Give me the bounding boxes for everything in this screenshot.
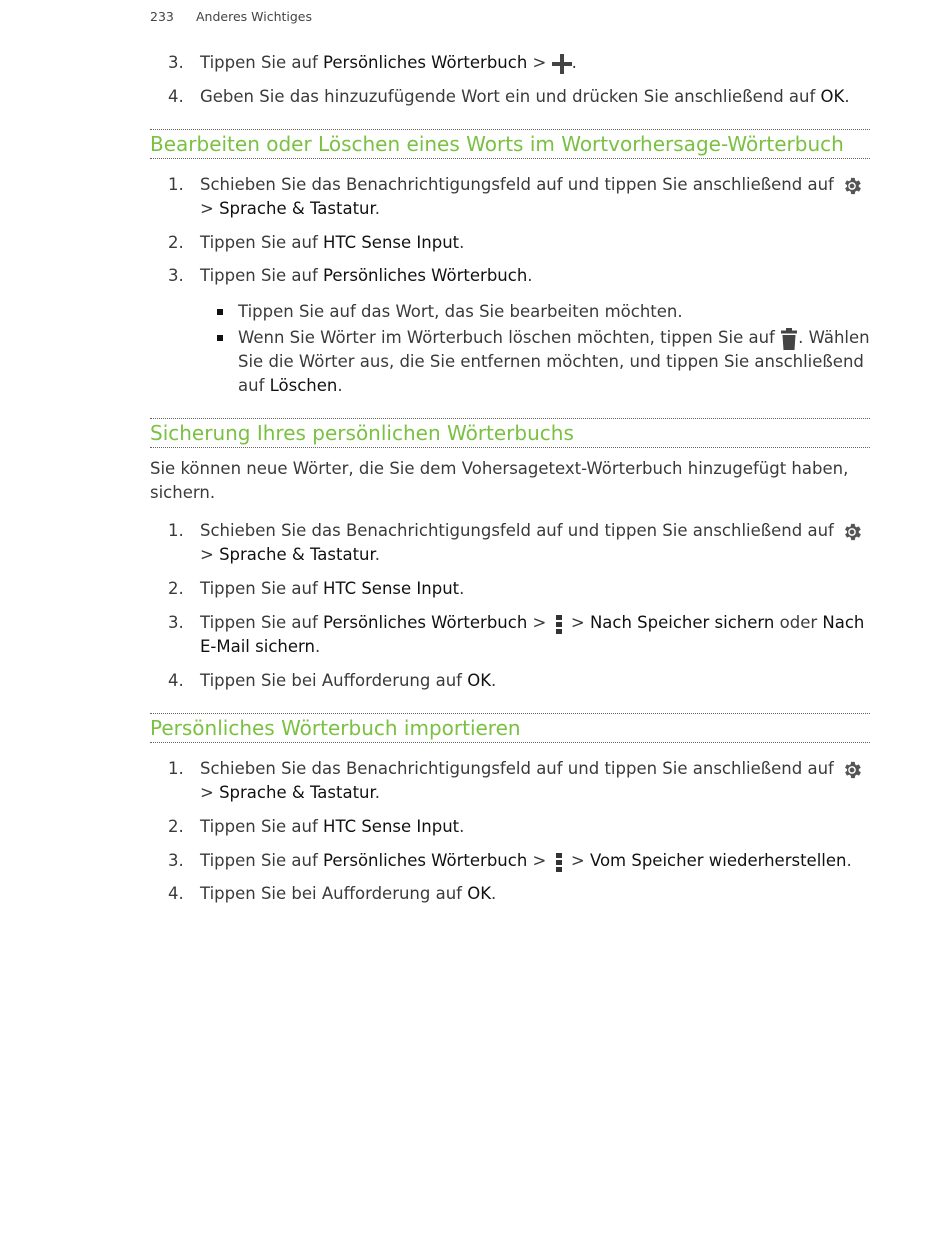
menu-term: OK [467,884,492,903]
intro-paragraph: Sie können neue Wörter, die Sie dem Vohersagetext-Wörterbuch hinzugefügt haben, sichern. [150,459,849,502]
step-number: 2. [168,817,184,836]
text: Schieben Sie das Benachrichtigungsfeld auf und tippen Sie anschließend auf [200,521,840,540]
step-number: 1. [168,759,184,778]
menu-term: Persönliches Wörterbuch [323,53,528,72]
section-title: Persönliches Wörterbuch importieren [150,716,521,740]
text: Tippen Sie auf [200,613,324,632]
period: . [571,53,577,72]
bullet-text: Tippen Sie auf das Wort, das Sie bearbeiten möchten. [238,302,683,321]
period: . [337,376,343,395]
step-number: 3. [168,851,184,870]
separator: > [527,613,552,632]
menu-term: Persönliches Wörterbuch [323,851,528,870]
step-number: 4. [168,87,184,106]
text: Tippen Sie auf [200,817,324,836]
section-heading [150,418,870,448]
text: Tippen Sie auf [200,579,324,598]
period: . [314,637,321,656]
period: . [491,671,497,690]
step-text [200,757,872,805]
period: . [846,851,852,870]
step-number: 3. [168,53,184,72]
text: Tippen Sie bei Aufforderung auf [200,671,468,690]
step-number: 1. [168,521,184,540]
section-title: Bearbeiten oder Löschen eines Worts im Wortvorhersage-Wörterbuch [150,132,844,156]
page-header [150,9,312,24]
step-text [200,519,872,567]
step-text [200,51,872,75]
section-heading [150,129,870,159]
gear-icon [841,759,863,781]
text: Tippen Sie auf [200,53,324,72]
period: . [374,545,381,564]
step-number: 4. [168,671,184,690]
period: . [527,266,533,285]
chapter-title: Anderes Wichtiges [196,9,313,24]
step-number: 4. [168,884,184,903]
menu-term: OK [820,87,845,106]
menu-term: HTC Sense Input [323,233,460,252]
separator: > [200,199,220,218]
trash-icon [781,328,797,350]
separator: > [200,545,220,564]
step-text [200,849,872,873]
bullet-marker [217,309,223,315]
period: . [844,87,850,106]
menu-term: Vom Speicher wiederherstellen [589,851,847,870]
period: . [459,233,465,252]
text: Schieben Sie das Benachrichtigungsfeld auf und tippen Sie anschließend auf [200,759,840,778]
step-text [200,815,872,839]
menu-term: Nach E-Mail sichern [200,613,865,656]
plus-icon [552,54,572,74]
period: . [459,579,465,598]
period: . [374,199,381,218]
page-number: 233 [150,9,174,24]
menu-term: Sprache & Tastatur [219,783,375,802]
separator: > [565,613,590,632]
separator: > [565,851,590,870]
text: Wenn Sie Wörter im Wörterbuch löschen möchten, tippen Sie auf [238,328,781,347]
menu-term: Nach Speicher sichern [589,613,775,632]
bullet-text [238,326,872,398]
menu-term: Löschen [269,376,338,395]
period: . [459,817,465,836]
more-vertical-icon [556,853,562,871]
section-title: Sicherung Ihres persönlichen Wörterbuchs [150,421,574,445]
more-vertical-icon [556,615,562,633]
step-number: 2. [168,579,184,598]
separator: > [527,53,552,72]
step-text [200,882,872,906]
separator: > [200,783,220,802]
gear-icon [841,521,863,543]
text: oder [774,613,823,632]
separator: > [527,851,552,870]
step-text [200,231,872,255]
text: Tippen Sie auf [200,233,324,252]
text: . Wählen Sie die Wörter aus, die Sie entfernen möchten, und tippen Sie anschließend auf [238,328,870,395]
step-text [200,173,872,221]
menu-term: Persönliches Wörterbuch [323,266,528,285]
menu-term: Persönliches Wörterbuch [323,613,528,632]
menu-term: HTC Sense Input [323,817,460,836]
step-text [200,669,872,693]
step-text [200,611,872,659]
step-number: 1. [168,175,184,194]
text: Schieben Sie das Benachrichtigungsfeld auf und tippen Sie anschließend auf [200,175,840,194]
section-heading [150,713,870,743]
text: Tippen Sie auf [200,851,324,870]
menu-term: Sprache & Tastatur [219,545,375,564]
menu-term: HTC Sense Input [323,579,460,598]
gear-icon [841,175,863,197]
step-number: 3. [168,266,184,285]
step-text [200,85,872,109]
step-text [200,577,872,601]
text: Geben Sie das hinzuzufügende Wort ein und drücken Sie anschließend auf [200,87,821,106]
text: Tippen Sie auf [200,266,324,285]
text: Tippen Sie bei Aufforderung auf [200,884,468,903]
step-number: 3. [168,613,184,632]
bullet-marker [217,335,223,341]
menu-term: Sprache & Tastatur [219,199,375,218]
period: . [491,884,497,903]
step-number: 2. [168,233,184,252]
menu-term: OK [467,671,492,690]
period: . [374,783,381,802]
step-text [200,264,872,288]
